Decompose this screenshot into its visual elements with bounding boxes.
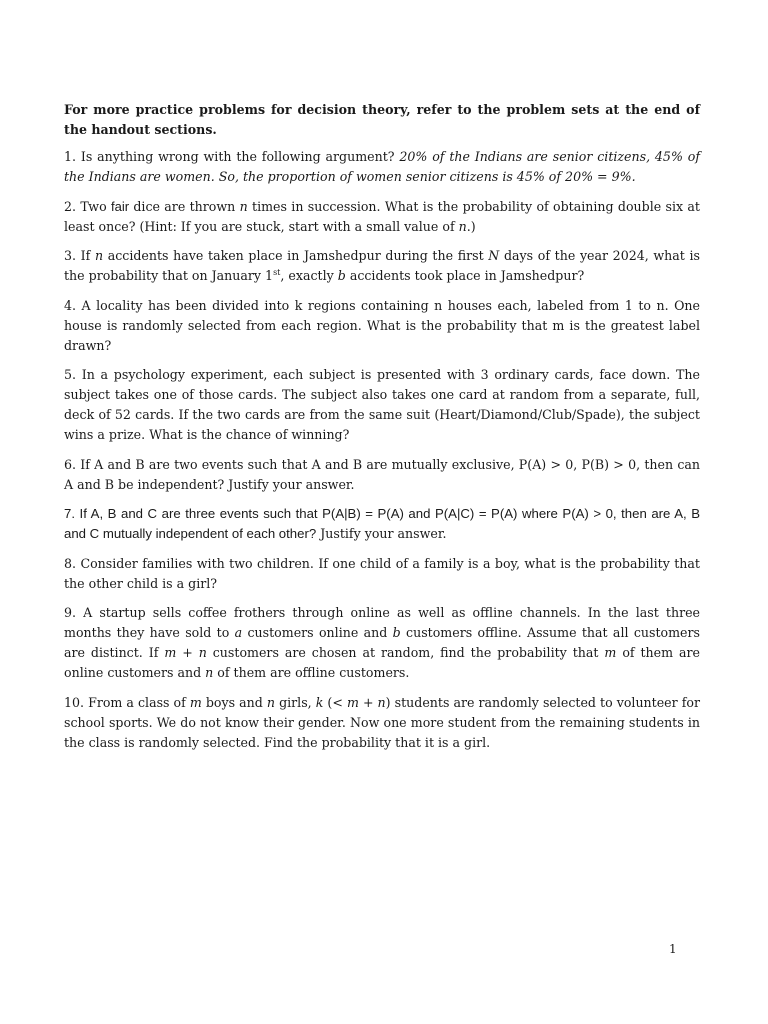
page-number: 1: [669, 942, 677, 956]
problem-6: 6. If A and B are two events such that A and B are mutually exclusive, P(A) > 0, P(B) > 0, then can A and B be independent? Justify your answer.: [64, 456, 700, 492]
problem-5: 5. In a psychology experiment, each subject is presented with 3 ordinary cards, face down. The subject takes one of those cards. The subject also takes one card at random from a separate, full, deck of 52 cards. If the two cards are from the same suit (Heart/Diamond/Club/Spade), the subject wins a prize. What is the chance of winning?: [64, 367, 700, 442]
intro-note: For more practice problems for decision theory, refer to the problem sets at the end of the handout sections.: [64, 102, 700, 137]
problem-3: 3. If n accidents have taken place in Jamshedpur during the first N days of the year 2024, what is the probability that on January 1st, exactly b accidents took place in Jamshedpur?: [64, 248, 700, 283]
problem-8: 8. Consider families with two children. If one child of a family is a boy, what is the probability that the other child is a girl?: [64, 555, 700, 591]
problem-2: 2. Two fair dice are thrown n times in succession. What is the probability of obtaining double six at least once? (Hint: If you are stuck, start with a small value of n.): [64, 198, 700, 234]
problem-1: 1. Is anything wrong with the following argument? 20% of the Indians are senior citizens, 45% of the Indians are women. So, the proportion of women senior citizens is 45% of 20% = 9%.: [64, 149, 700, 184]
problem-10: 10. From a class of m boys and n girls, k (< m + n) students are randomly selected to volunteer for school sports. We do not know their gender. Now one more student from the remaining students in the class is randomly selected. Find the probability that it is a girl.: [64, 694, 700, 750]
problem-7: 7. If A, B and C are three events such that P(A|B) = P(A) and P(A|C) = P(A) where P(A) > 0, then are A, B and C mutually independent of each other? Justify your answer.: [64, 506, 700, 541]
document-body: [64, 100, 700, 762]
problem-4: 4. A locality has been divided into k regions containing n houses each, labeled from 1 to n. One house is randomly selected from each region. What is the probability that m is the greatest label drawn?: [64, 297, 700, 353]
problem-9: 9. A startup sells coffee frothers through online as well as offline channels. In the last three months they have sold to a customers online and b customers offline. Assume that all customers are distinct. If m + n customers are chosen at random, find the probability that m of them are online customers and n of them are offline customers.: [64, 605, 700, 680]
